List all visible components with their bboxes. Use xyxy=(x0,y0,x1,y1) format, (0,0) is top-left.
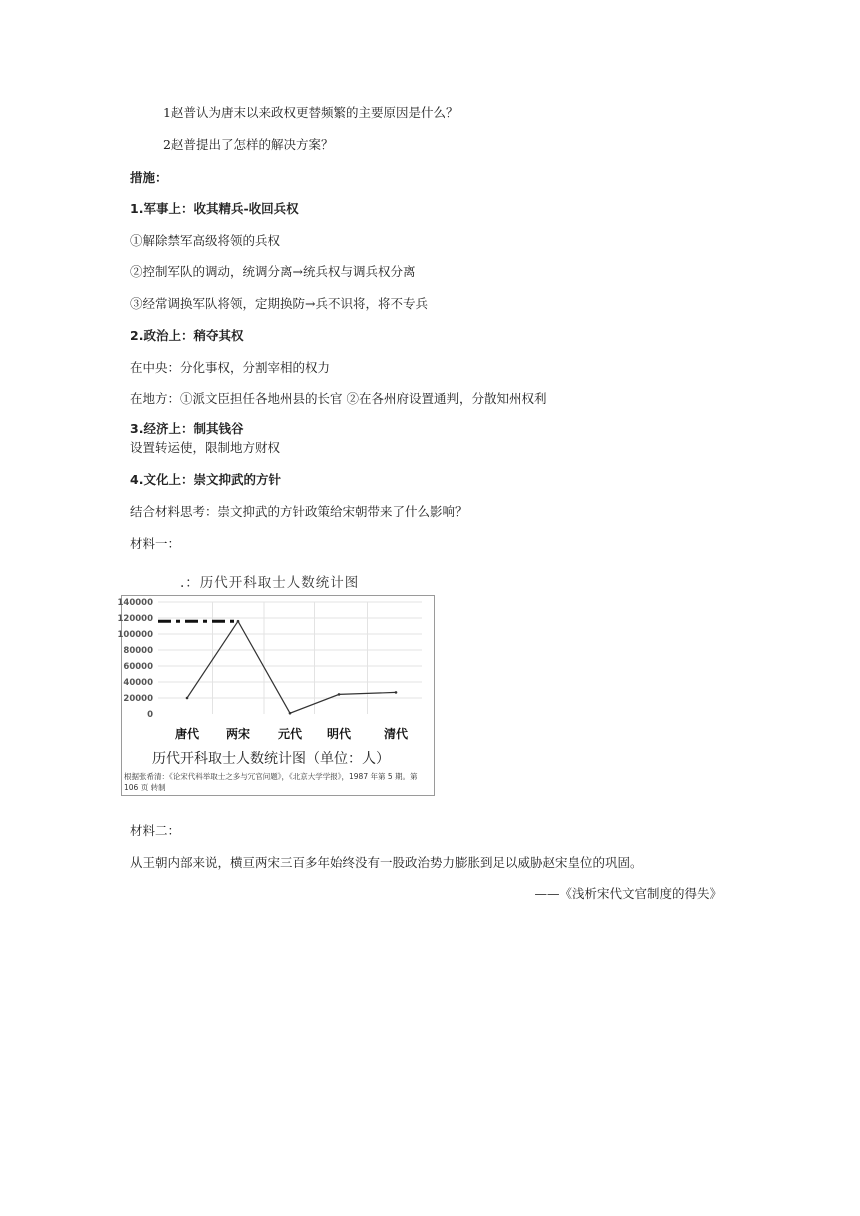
military-item-3: ③经常调换军队将领，定期换防→兵不识将，将不专兵 xyxy=(130,296,428,311)
chart-title: .：历代开科取士人数统计图 xyxy=(180,575,360,591)
material-1-label: 材料一： xyxy=(130,536,181,551)
series-line xyxy=(187,621,396,713)
chart-box xyxy=(117,595,435,796)
military-item-2: ②控制军队的调动，统调分离→统兵权与调兵权分离 xyxy=(130,264,416,279)
y-tick-label: 60000 xyxy=(123,662,153,672)
military-heading: 1.军事上：收其精兵-收回兵权 xyxy=(130,201,299,216)
y-tick-label: 40000 xyxy=(123,678,153,688)
y-tick-label: 80000 xyxy=(123,646,153,656)
question-2: 2赵普提出了怎样的解决方案？ xyxy=(163,137,334,152)
y-tick-label: 20000 xyxy=(123,694,153,704)
y-tick-label: 100000 xyxy=(117,630,153,640)
y-tick-label: 140000 xyxy=(117,598,153,608)
data-point xyxy=(395,691,398,694)
x-tick-label: 清代 xyxy=(383,727,409,741)
material-2-source: ——《浅析宋代文官制度的得失》 xyxy=(534,886,722,901)
data-point xyxy=(186,697,189,700)
economic-heading: 3.经济上：制其钱谷 xyxy=(130,421,244,436)
data-point xyxy=(237,620,240,623)
reflection-prompt: 结合材料思考：崇文抑武的方针政策给宋朝带来了什么影响？ xyxy=(130,504,468,519)
data-point xyxy=(289,712,292,715)
question-1: 1赵普认为唐末以来政权更替频繁的主要原因是什么？ xyxy=(163,105,459,120)
x-tick-label: 两宋 xyxy=(225,727,251,741)
material-2-text: 从王朝内部来说，横亘两宋三百多年始终没有一股政治势力膨胀到足以威胁赵宋皇位的巩固。 xyxy=(130,855,643,870)
chart-caption: 历代开科取士人数统计图（单位：人） xyxy=(152,751,390,767)
y-tick-label: 0 xyxy=(147,710,153,720)
x-tick-label: 明代 xyxy=(326,727,352,741)
chart-source: 根据张希清：《论宋代科举取士之多与冗官问题》，《北京大学学报》，1987 年第 5 期。第 106 页 转制 xyxy=(124,772,418,792)
cultural-heading: 4.文化上：崇文抑武的方针 xyxy=(130,472,281,487)
material-2-label: 材料二： xyxy=(130,823,181,838)
measures-heading: 措施： xyxy=(130,170,168,185)
data-point xyxy=(338,693,341,696)
military-item-1: ①解除禁军高级将领的兵权 xyxy=(130,233,281,248)
political-item-2: 在地方：①派文臣担任各地州县的长官 ②在各州府设置通判，分散知州权利 xyxy=(130,391,547,406)
x-tick-label: 唐代 xyxy=(174,727,200,741)
political-item-1: 在中央：分化事权，分割宰相的权力 xyxy=(130,360,331,375)
x-tick-label: 元代 xyxy=(277,727,303,741)
y-tick-label: 120000 xyxy=(117,614,153,624)
economic-item-1: 设置转运使，限制地方财权 xyxy=(130,440,281,455)
political-heading: 2.政治上：稍夺其权 xyxy=(130,328,244,343)
